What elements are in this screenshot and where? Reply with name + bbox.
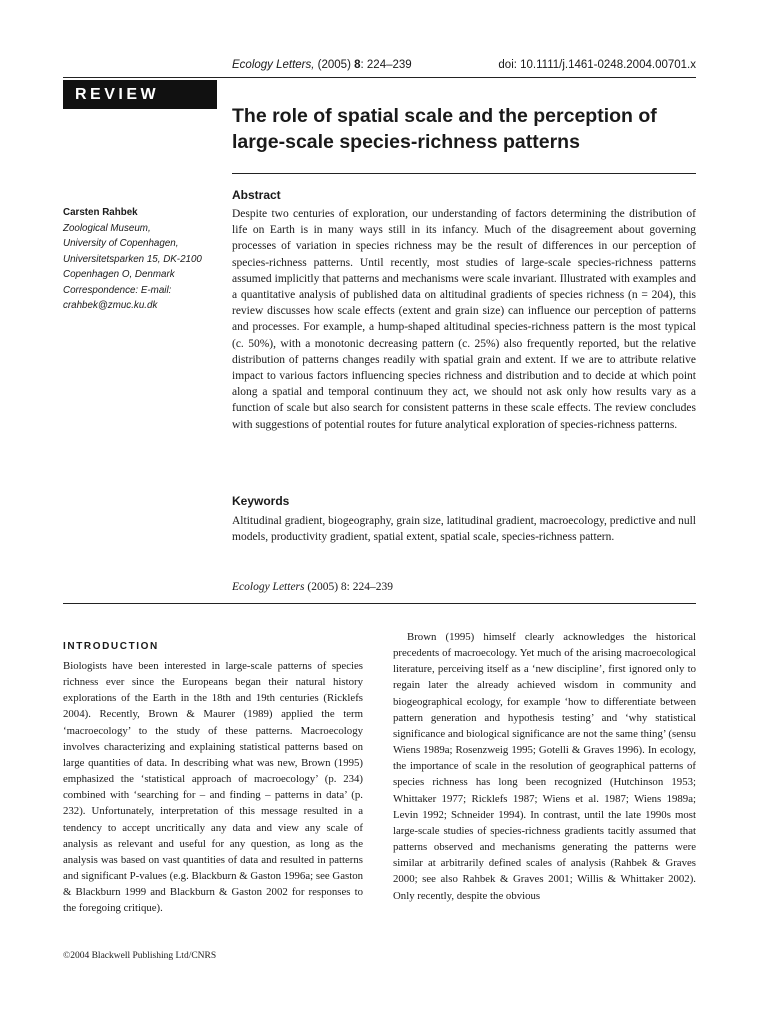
journal-year: (2005) (314, 59, 355, 71)
affiliation-line: University of Copenhagen, (63, 238, 179, 249)
author-email[interactable]: crahbek@zmuc.ku.dk (63, 300, 158, 311)
affiliation-line: Copenhagen O, Denmark (63, 269, 175, 280)
author-name: Carsten Rahbek (63, 207, 138, 218)
top-divider (63, 77, 696, 78)
footer-copyright: ©2004 Blackwell Publishing Ltd/CNRS (63, 951, 217, 961)
body-column-right: Brown (1995) himself clearly acknowledges the historical precedents of macroecology. Yet much of the arising macroecological literature, perceiving itself as a ‘new discipline’, first ignored only to regain later the already achieved wisdom in community and biogeographical ecology, for example ‘how to differentiate between pattern generation and hypothesis testing’ and ‘why statistical significance and biological significance are not the same thing’ (sensu Wiens 1989a; Rosenzweig 1995; Gotelli & Graves 1996). In ecology, the importance of scale in the resolution of geographical patterns of species richness has long been recognized (Hutchinson 1953; Whittaker 1977; Ricklefs 1987; Wiens et al. 1987; Wiens 1989a; Levin 1992; Schneider 1994). In contrast, until the late 1990s most large-scale studies of species-richness gradients tacitly assumed that patterns observed and mechanisms generating the patterns were similar at arbitrarily defined scales of analysis (Rahbek & Graves 2000; see also Rahbek & Graves 2001; Willis & Whittaker 2002). Only recently, despite the obvious (393, 631, 696, 902)
citation-details: (2005) 8: 224–239 (304, 581, 393, 593)
journal-pages: : 224–239 (360, 59, 412, 71)
keywords-text: Altitudinal gradient, biogeography, grain size, latitudinal gradient, macroecology, predictive and null models, productivity gradient, spatial extent, spatial scale, species-richness pattern. (232, 515, 696, 544)
abstract-text: Despite two centuries of exploration, our understanding of factors determining the distribution of life on Earth is in many ways still in its infancy. Much of the disagreement about governing processes of variation in species richness may be the result of differences in our perception of species-richness patterns. Until recently, most studies of large-scale species-richness patterns assumed implicitly that patterns and mechanisms were scale invariant. Illustrated with examples and a quantitative analysis of published data on altitudinal gradients of species richness (n = 204), this review discusses how scale effects (extent and grain size) can influence our perception of patterns and processes. For example, a hump-shaped altitudinal species-richness pattern is the most typical (c. 50%), with a monotonic decreasing pattern (c. 25%) also frequently reported, but the relative distribution of patterns changes readily with spatial grain and extent. If we are to attribute relative impact to various factors influencing species richness and distribution and to decide at which point along a spatial and temporal continuum they act, we should not ask only how results vary as a function of scale but also search for consistent patterns in these scale effects. The review concludes with suggestions of potential routes for future analytical exploration of species-richness patterns. (232, 208, 696, 431)
abstract-divider (63, 603, 696, 604)
journal-name: Ecology Letters, (232, 59, 315, 71)
affiliation-line: Universitetsparken 15, DK-2100 (63, 253, 202, 265)
affiliation-line: Zoological Museum, (63, 222, 151, 234)
author-block (63, 205, 228, 314)
abstract-heading: Abstract (232, 188, 281, 202)
introduction-heading: INTRODUCTION (63, 641, 159, 652)
journal-citation-header (232, 59, 412, 71)
article-type-badge: REVIEW (63, 80, 217, 109)
title-divider (232, 173, 696, 174)
journal-volume: 8 (354, 59, 361, 71)
doi-link[interactable]: doi: 10.1111/j.1461-0248.2004.00701.x (498, 59, 696, 71)
keywords-heading: Keywords (232, 494, 290, 508)
affiliation-line: Correspondence: E-mail: (63, 284, 172, 296)
citation-line (232, 581, 393, 593)
article-title: The role of spatial scale and the perception of large-scale species-richness patterns (232, 105, 657, 153)
citation-journal: Ecology Letters (232, 581, 305, 593)
body-column-left: Biologists have been interested in large-scale patterns of species richness ever since the Europeans began their natural history explorations of the Earth in the 18th and 19th centuries (Ricklefs 2004). Recently, Brown & Maurer (1989) applied the term ‘macroecology’ to the study of these patterns. Macroecology involves characterizing and explaining statistical patterns based on large quantities of data. In describing what was new, Brown (1995) emphasized the ‘statistical approach of macroecology’ (p. 234) combined with ‘searching for – and finding – patterns in data’ (p. 232). Unfortunately, interpretation of this message resulted in a tendency to accept uncritically any data and view any scale of analysis as relevant and useful for any question, as long as the analysis was based on vast quantities of data and resulted in patterns and significant P-values (e.g. Blackburn & Gaston 1996a; see Gaston & Blackburn 1999 and Blackburn & Gaston 2002 for responses to the foregoing critique). (63, 660, 363, 915)
